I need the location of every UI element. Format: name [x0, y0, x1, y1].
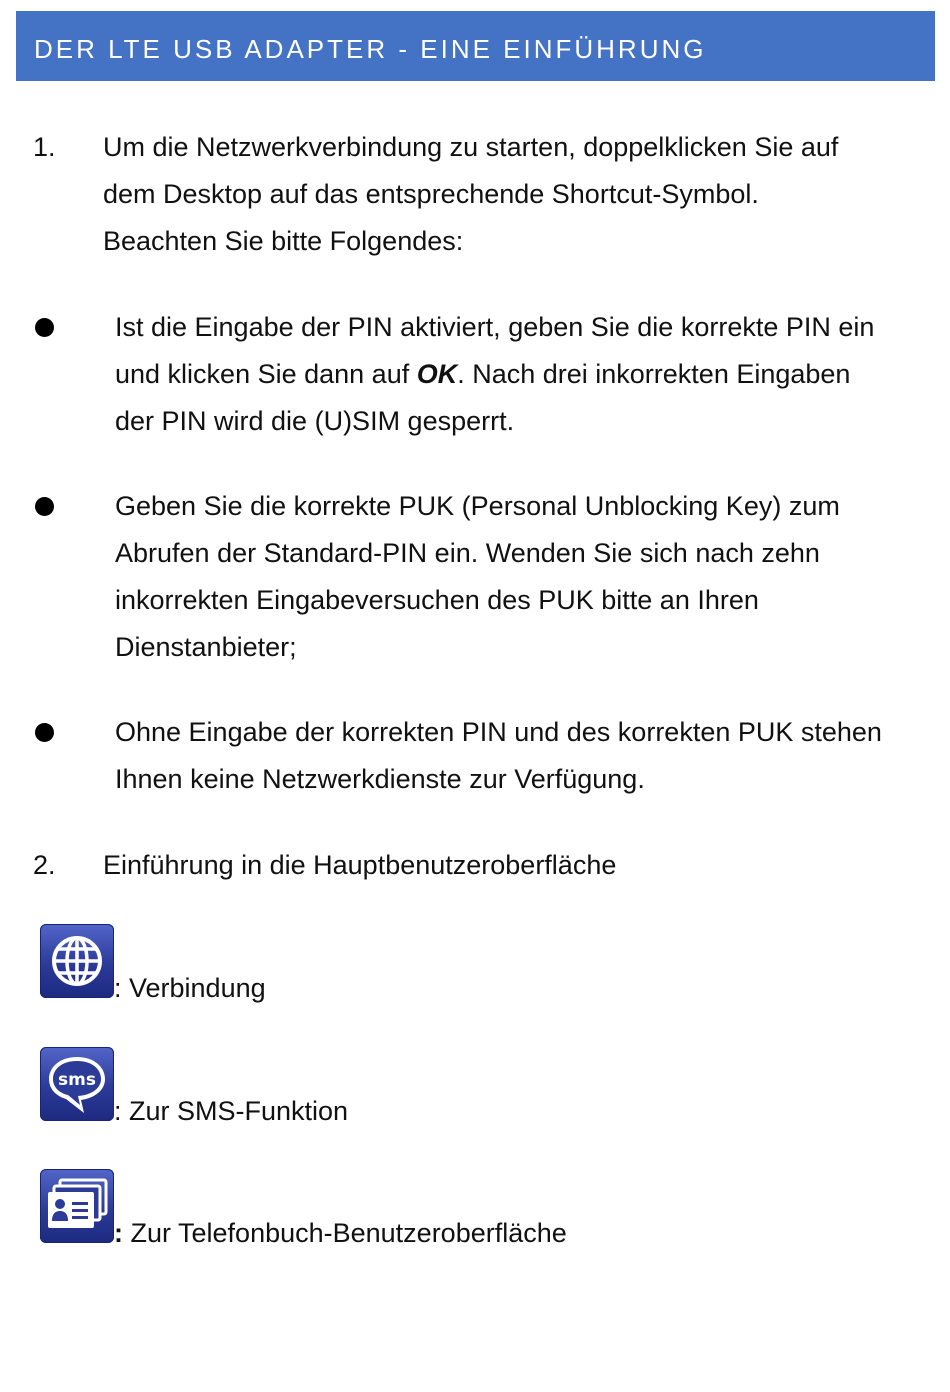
step-number: 1.	[33, 132, 56, 162]
bullet-line	[115, 351, 874, 398]
step-1-line: dem Desktop auf das entsprechende Shortcut-Symbol.	[103, 179, 759, 209]
section-header	[16, 11, 935, 81]
ok-emphasis: OK	[416, 359, 458, 389]
step-number: 2.	[33, 850, 56, 880]
bullet-dot	[35, 497, 54, 516]
step-1-text	[103, 124, 838, 265]
bullet-dot	[35, 318, 54, 337]
globe-icon[interactable]	[40, 924, 114, 998]
bullet-line: Geben Sie die korrekte PUK (Personal Unblocking Key) zum	[115, 491, 840, 521]
bullet-line: Dienstanbieter;	[115, 632, 297, 662]
bullet-line-part: und klicken Sie dann auf	[115, 359, 417, 389]
step-1-line: Beachten Sie bitte Folgendes:	[103, 226, 464, 256]
bullet-line: Abrufen der Standard-PIN ein. Wenden Sie sich nach zehn	[115, 538, 820, 568]
step-2-text: Einführung in die Hauptbenutzeroberfläche	[103, 850, 617, 880]
bullet-line: Ihnen keine Netzwerkdienste zur Verfügung.	[115, 764, 645, 794]
bullet-text	[115, 709, 882, 803]
colon: :	[114, 1218, 123, 1248]
step-1-line: Um die Netzwerkverbindung zu starten, doppelklicken Sie auf	[103, 132, 839, 162]
bullet-text	[115, 483, 840, 671]
bullet-text	[115, 304, 874, 445]
bullet-line-part: . Nach drei inkorrekten Eingaben	[457, 359, 851, 389]
bullet-dot	[35, 723, 54, 742]
bullet-line: Ist die Eingabe der PIN aktiviert, geben Sie die korrekte PIN ein	[115, 312, 875, 342]
bullet-line: Ohne Eingabe der korrekten PIN und des korrekten PUK stehen	[115, 717, 882, 747]
sms-icon[interactable]	[40, 1047, 114, 1121]
icon-label-connection: : Verbindung	[114, 973, 266, 1003]
icon-label-text: Zur Telefonbuch-Benutzeroberfläche	[123, 1218, 567, 1248]
sms-icon-text: sms	[58, 1070, 96, 1090]
bullet-line: der PIN wird die (U)SIM gesperrt.	[115, 406, 515, 436]
icon-label-phonebook	[114, 1217, 567, 1249]
icon-label-sms: : Zur SMS-Funktion	[114, 1096, 349, 1126]
section-title: DER LTE USB ADAPTER - EINE EINFÜHRUNG	[34, 34, 707, 64]
bullet-line: inkorrekten Eingabeversuchen des PUK bitte an Ihren	[115, 585, 759, 615]
contacts-icon[interactable]	[40, 1169, 114, 1243]
